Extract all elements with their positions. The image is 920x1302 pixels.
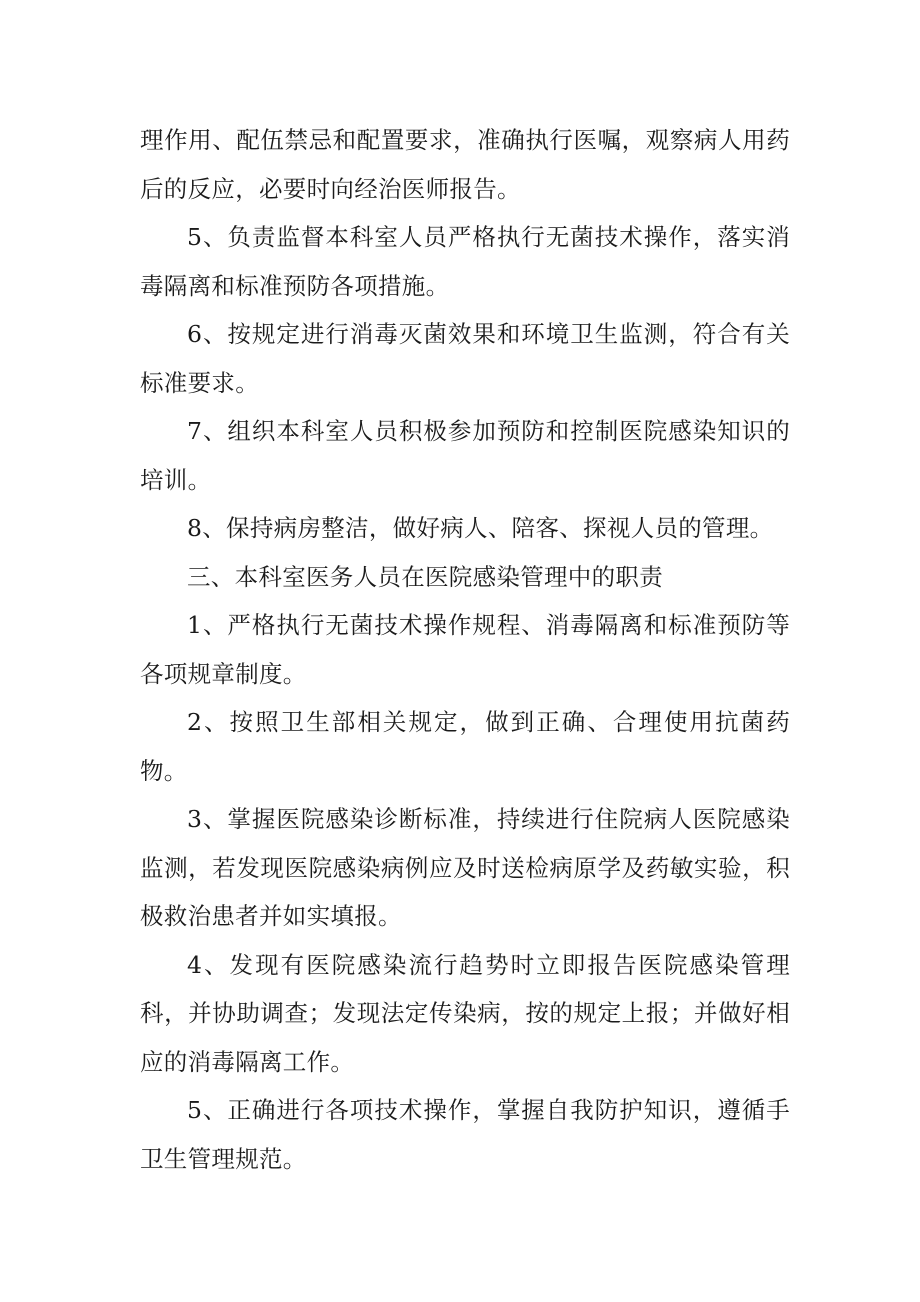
paragraph-item-7-nurse: 7、组织本科室人员积极参加预防和控制医院感染知识的培训。 — [140, 417, 790, 494]
paragraph-item-5-nurse: 5、负责监督本科室人员严格执行无菌技术操作，落实消毒隔离和标准预防各项措施。 — [140, 223, 790, 300]
paragraph-item-4-staff: 4、发现有医院感染流行趋势时立即报告医院感染管理科，并协助调查；发现法定传染病，按的规定上报；并做好相应的消毒隔离工作。 — [140, 950, 790, 1076]
paragraph-item-6-nurse: 6、按规定进行消毒灭菌效果和环境卫生监测，符合有关标准要求。 — [140, 320, 790, 397]
paragraph-item-5-staff: 5、正确进行各项技术操作，掌握自我防护知识，遵循手卫生管理规范。 — [140, 1096, 790, 1173]
section-heading-three: 三、本科室医务人员在医院感染管理中的职责 — [187, 562, 663, 591]
paragraph-item-3-staff: 3、掌握医院感染诊断标准，持续进行住院病人医院感染监测，若发现医院感染病例应及时送检病原学及药敏实验，积极救治患者并如实填报。 — [140, 805, 790, 930]
paragraph-item-8-nurse: 8、保持病房整洁，做好病人、陪客、探视人员的管理。 — [187, 514, 774, 542]
document-body — [140, 116, 790, 1183]
paragraph-continuation: 理作用、配伍禁忌和配置要求，准确执行医嘱，观察病人用药后的反应，必要时向经治医师报告。 — [140, 126, 790, 203]
paragraph-item-1-staff: 1、严格执行无菌技术操作规程、消毒隔离和标准预防等各项规章制度。 — [140, 611, 790, 688]
paragraph-item-2-staff: 2、按照卫生部相关规定，做到正确、合理使用抗菌药物。 — [140, 708, 790, 785]
